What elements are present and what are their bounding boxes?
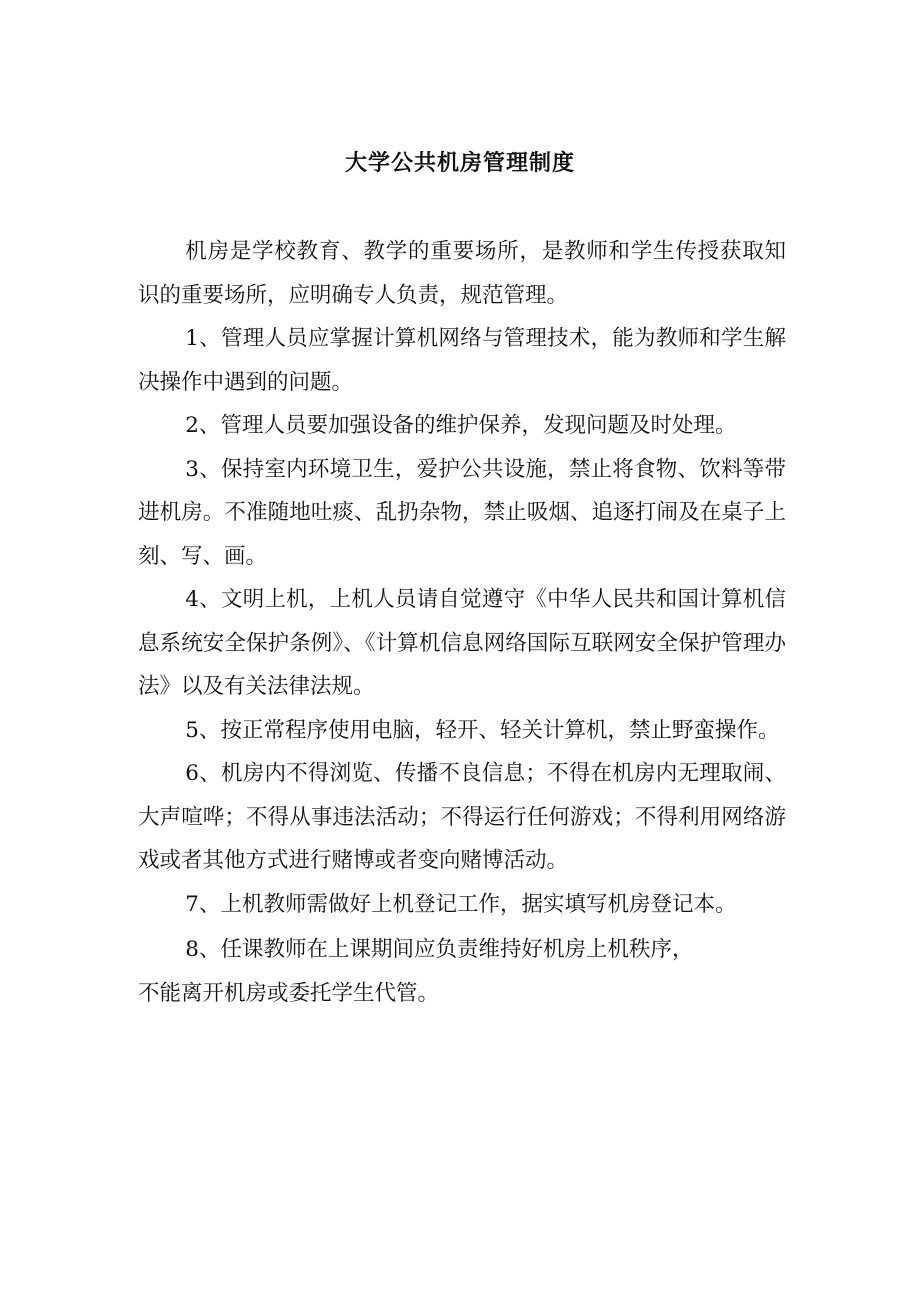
rule-8-line-1: 8、任课教师在上课期间应负责维持好机房上机秩序， <box>185 937 694 962</box>
rule-1: 1、管理人员应掌握计算机网络与管理技术，能为教师和学生解决操作中遇到的问题。 <box>138 326 786 395</box>
rule-6: 6、机房内不得浏览、传播不良信息；不得在机房内无理取闹、大声喧哗；不得从事违法活动；不得运行任何游戏；不得利用网络游戏或者其他方式进行赌博或者变向赌博活动。 <box>138 761 786 873</box>
rule-8 <box>138 928 786 1015</box>
document-title: 大学公共机房管理制度 <box>344 151 575 176</box>
rule-4: 4、文明上机，上机人员请自觉遵守《中华人民共和国计算机信息系统安全保护条例》、《计算机信息网络国际互联网安全保护管理办法》以及有关法律法规。 <box>138 587 786 699</box>
rule-2: 2、管理人员要加强设备的维护保养，发现问题及时处理。 <box>185 413 737 438</box>
rule-5: 5、按正常程序使用电脑，轻开、轻关计算机，禁止野蛮操作。 <box>185 717 780 743</box>
rule-8-line-2: 不能离开机房或委托学生代管。 <box>138 980 440 1006</box>
rule-3: 3、保持室内环境卫生，爱护公共设施，禁止将食物、饮料等带进机房。不准随地吐痰、乱扔杂物，禁止吸烟、追逐打闹及在桌子上刻、写、画。 <box>138 456 786 569</box>
rule-7: 7、上机教师需做好上机登记工作，据实填写机房登记本。 <box>185 891 737 917</box>
intro-paragraph: 机房是学校教育、教学的重要场所，是教师和学生传授获取知识的重要场所，应明确专人负责，规范管理。 <box>138 239 786 308</box>
document-body <box>138 230 786 1015</box>
